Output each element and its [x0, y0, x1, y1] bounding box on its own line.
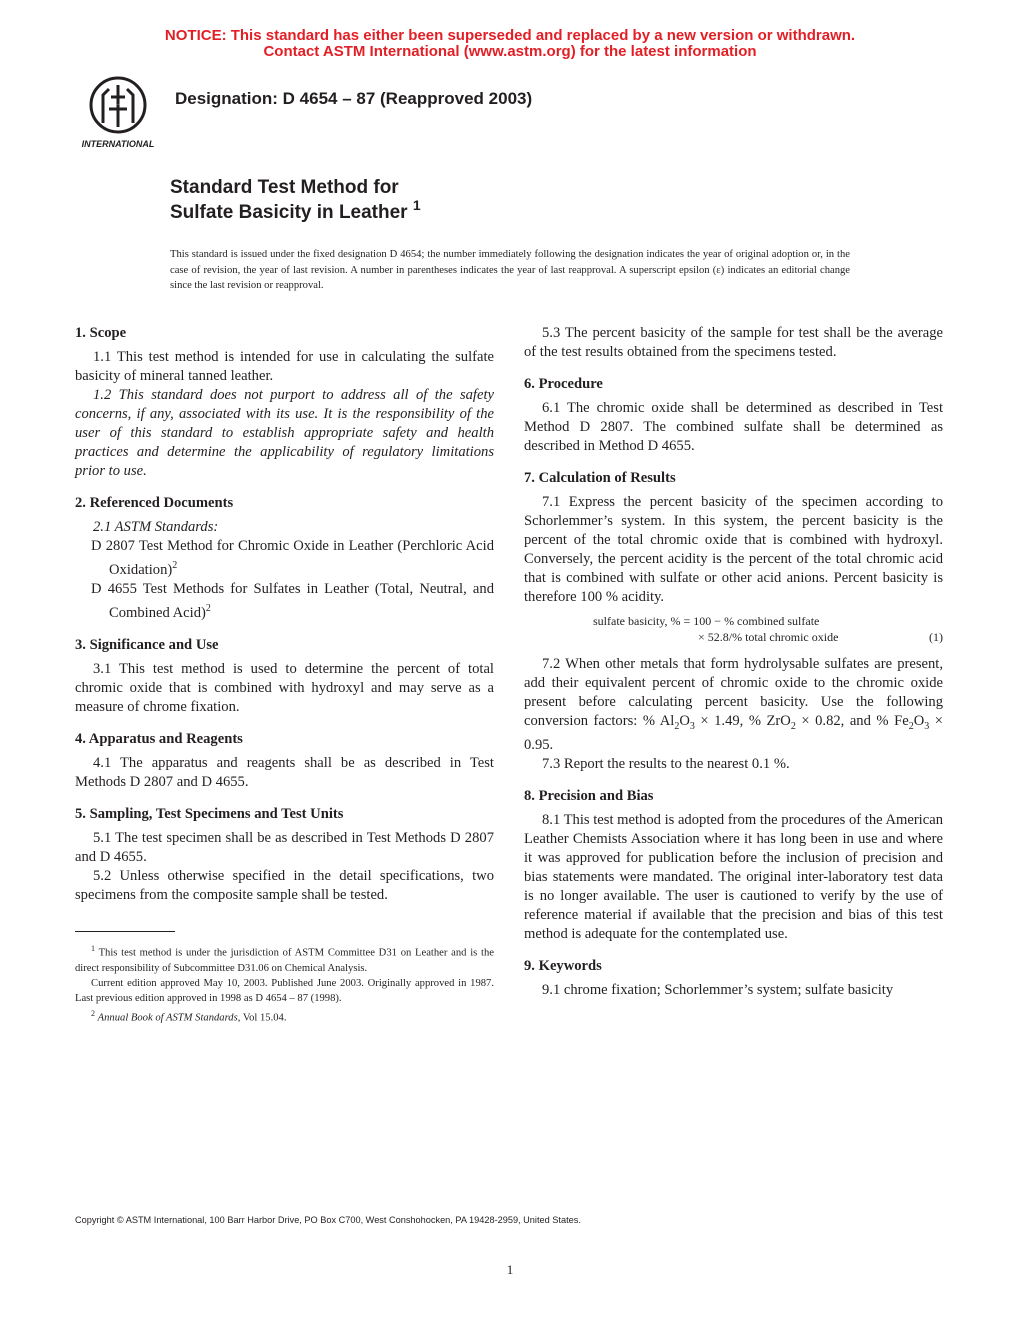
reference-d2807-sup: 2	[172, 560, 178, 571]
zr-sub-2: 2	[790, 720, 796, 732]
para-5-3: 5.3 The percent basicity of the sample for test shall be the average of the test results obtained from the specimens tested.	[524, 325, 943, 360]
section-6-heading: 6. Procedure	[524, 376, 603, 392]
fe-sub-3: 3	[924, 720, 930, 732]
para-7-2-d: × 0.82, and % Fe	[795, 713, 909, 729]
section-9-heading: 9. Keywords	[524, 957, 602, 974]
footnotes	[75, 941, 494, 1025]
page-title	[170, 175, 421, 225]
footnote-2-rest: , Vol 15.04.	[237, 1012, 287, 1024]
astm-logo-mark	[75, 75, 161, 153]
reference-d2807-text: D 2807 Test Method for Chromic Oxide in Leather (Perchloric Acid Oxidation)	[91, 538, 494, 578]
para-7-2-e: O	[913, 713, 925, 729]
section-7-heading: 7. Calculation of Results	[524, 470, 676, 486]
astm-logo	[75, 75, 161, 153]
para-7-2-f: × 0.95.	[524, 713, 944, 753]
al-sub-3: 3	[689, 720, 695, 732]
section-5-heading: 5. Sampling, Test Specimens and Test Units	[75, 805, 344, 822]
para-1-2-text: 1.2 This standard does not purport to address all of the safety concerns, if any, associated with its use. It is the responsibility of the user of this standard to establish appropriate safety and health practices and determine the applicability of regulatory limitations prior to use.	[75, 387, 494, 479]
footnote-1-mark: 1	[91, 944, 95, 953]
section-8-heading: 8. Precision and Bias	[524, 787, 654, 804]
logo-label: ASTM	[116, 105, 120, 106]
para-2-1-text: 2.1 ASTM Standards:	[93, 519, 219, 535]
para-8-1: 8.1 This test method is adopted from the procedures of the American Leather Chemists Association where it has long been in use and where it was approved for publication before the inclusion of precision and bias statements were mandated. The original inter-laboratory test data is no longer available. The user is cautioned to verify by the use of reference material if available that the precision and bias of this test method is adequate for the contemplated use.	[524, 811, 943, 942]
para-7-2-a: 7.2 When other metals that form hydrolysable sulfates are present, add their equivalent percent of chromic oxide to the chromic oxide present before calculating percent basicity. Use the following conversion factors: % Al	[524, 656, 943, 729]
para-5-2: 5.2 Unless otherwise specified in the detail specifications, two specimens from the composite sample shall be tested.	[75, 867, 494, 903]
para-7-2-c: × 1.49, % ZrO	[694, 713, 791, 729]
para-7-1: 7.1 Express the percent basicity of the specimen according to Schorlemmer’s system. In this system, the percent basicity is the percent of the total chromic oxide that is combined with hydroxyl. Conversely, the percent acidity is the percent of the total chromic acid that is combined with sulfate or other acid anions. Percent basicity is therefore 100 % acidity.	[524, 494, 943, 605]
footnote-1	[75, 941, 494, 976]
reference-d4655-text: D 4655 Test Methods for Sulfates in Leather (Total, Neutral, and Combined Acid)	[91, 580, 494, 621]
right-column	[524, 324, 943, 1000]
page-number: 1	[506, 1262, 514, 1277]
para-7-2	[524, 655, 943, 755]
section-2-heading: 2. Referenced Documents	[75, 495, 234, 511]
reference-d4655-sup: 2	[205, 602, 211, 614]
left-column	[75, 324, 494, 905]
section-3-heading: 3. Significance and Use	[75, 636, 219, 653]
notice-line-1: NOTICE: This standard has either been superseded and replaced by a new version or withdrawn.	[164, 27, 856, 44]
footnote-rule	[75, 931, 175, 932]
para-4-1: 4.1 The apparatus and reagents shall be as described in Test Methods D 2807 and D 4655.	[75, 754, 494, 790]
para-2-1	[75, 518, 494, 537]
title-footnote-mark: 1	[412, 197, 421, 213]
al-sub-2: 2	[674, 720, 680, 732]
section-1-heading: 1. Scope	[75, 325, 127, 341]
equation-1	[524, 613, 943, 649]
notice-line-2: Contact ASTM International (www.astm.org) for the latest information	[263, 43, 757, 60]
section-4-heading: 4. Apparatus and Reagents	[75, 730, 243, 747]
designation: Designation: D 4654 – 87 (Reapproved 2003)	[175, 89, 533, 108]
para-1-1: 1.1 This test method is intended for use in calculating the sulfate basicity of mineral tanned leather.	[75, 349, 494, 384]
para-5-1: 5.1 The test specimen shall be as described in Test Methods D 2807 and D 4655.	[75, 829, 494, 865]
footnote-2-title: Annual Book of ASTM Standards	[97, 1012, 238, 1024]
copyright: Copyright © ASTM International, 100 Barr Harbor Drive, PO Box C700, West Conshohocken, PA 19428-2959, United States.	[75, 1215, 581, 1225]
para-9-1: 9.1 chrome fixation; Schorlemmer’s system; sulfate basicity	[542, 981, 894, 998]
preamble: This standard is issued under the fixed designation D 4654; the number immediately following the designation indicates the year of original adoption or, in the case of revision, the year of last revision. A number in parentheses indicates the year of last reapproval. A superscript epsilon (ε) indicates an editorial change since the last revision or reapproval.	[170, 249, 850, 291]
title-line-1: Standard Test Method for	[170, 177, 399, 198]
para-1-2	[75, 386, 494, 481]
footnote-1-text: This test method is under the jurisdiction of ASTM Committee D31 on Leather and is the direct responsibility of Subcommittee D31.06 on Chemical Analysis.	[75, 947, 494, 974]
title-line-2-text: Sulfate Basicity in Leather	[170, 202, 408, 223]
para-6-1: 6.1 The chromic oxide shall be determined as described in Test Method D 2807. The combined sulfate shall be determined as described in Method D 4655.	[524, 400, 943, 454]
title-line-2	[170, 197, 421, 225]
para-3-1: 3.1 This test method is used to determine the percent of total chromic oxide that is combined with hydroxyl and may serve as a measure of chrome fixation.	[75, 660, 494, 715]
reference-d4655	[75, 580, 494, 623]
equation-lhs: sulfate basicity, % = 100 − % combined sulfate	[593, 614, 820, 628]
para-7-3: 7.3 Report the results to the nearest 0.1 %.	[542, 755, 790, 772]
para-7-2-b: O	[679, 713, 690, 729]
footnote-2	[75, 1006, 494, 1026]
reference-d2807	[75, 537, 494, 580]
fe-sub-2: 2	[908, 720, 914, 732]
equation-number: (1)	[929, 630, 943, 644]
logo-international-text: INTERNATIONAL	[81, 139, 155, 149]
equation-rhs: × 52.8/% total chromic oxide	[698, 630, 839, 644]
footnote-2-mark: 2	[91, 1008, 95, 1018]
footnote-1b: Current edition approved May 10, 2003. Published June 2003. Originally approved in 1987. Last previous edition approved in 1998 as D 4654 – 87 (1998).	[75, 977, 494, 1004]
